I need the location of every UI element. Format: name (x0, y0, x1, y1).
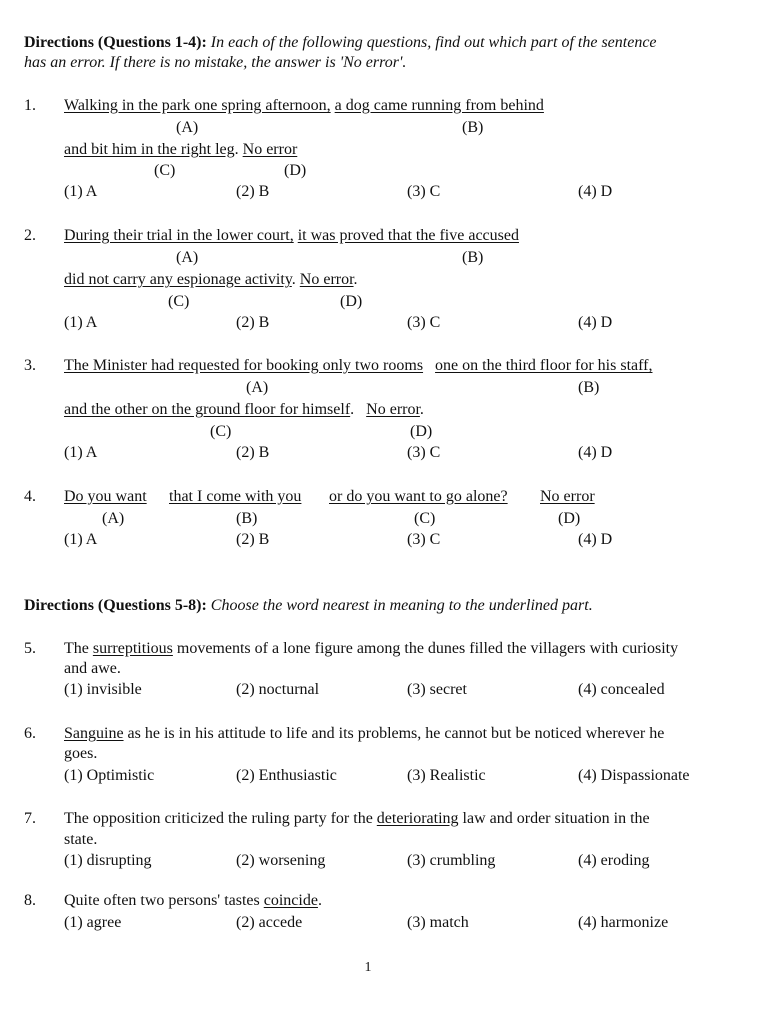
option[interactable]: (2) Enthusiastic (236, 767, 337, 784)
directions-1-4-label: Directions (Questions 1-4): (24, 34, 207, 51)
q2-part-a: During their trial in the lower court, (64, 227, 294, 244)
q7-underlined-word: deteriorating (376, 810, 459, 827)
q3-label-c: (C) (210, 423, 232, 440)
question-number: 8. (24, 892, 36, 909)
question-5-line2: and awe. (64, 660, 121, 677)
option[interactable]: (1) Optimistic (64, 767, 155, 784)
question-1-line2: and bit him in the right leg. No error (64, 141, 298, 158)
directions-5-8 (24, 596, 593, 616)
option[interactable]: (3) match (407, 914, 469, 931)
option[interactable]: (3) C (407, 444, 441, 461)
option[interactable]: (4) Dispassionate (578, 767, 690, 784)
question-3-line1 (64, 356, 652, 376)
option[interactable]: (1) invisible (64, 681, 142, 698)
q4-label-a: (A) (102, 510, 125, 527)
option[interactable]: (4) concealed (578, 681, 665, 698)
option[interactable]: (1) A (64, 444, 98, 461)
option[interactable]: (4) D (578, 444, 613, 461)
option[interactable]: (2) accede (236, 914, 303, 931)
question-2-line1 (64, 226, 519, 246)
option[interactable]: (1) A (64, 314, 98, 331)
q4-part-b-text: that I come with you (169, 488, 302, 505)
q2-label-b: (B) (462, 249, 484, 266)
question-number: 7. (24, 810, 36, 827)
q4-label-b: (B) (236, 510, 258, 527)
question-2-line2: did not carry any espionage activity. No error. (64, 271, 358, 288)
directions-1-4-text2: has an error. If there is no mistake, the answer is 'No error'. (24, 54, 407, 71)
q1-part-d: No error (242, 141, 298, 158)
option[interactable]: (4) D (578, 531, 613, 548)
q1-part-a: Walking in the park one spring afternoon, (64, 97, 331, 114)
option[interactable]: (2) worsening (236, 852, 326, 869)
q4-part-b (169, 487, 301, 507)
q2-part-d: No error (299, 271, 354, 288)
q1-label-d: (D) (284, 162, 307, 179)
q4-part-d (540, 487, 595, 507)
q4-part-a (64, 487, 147, 507)
question-1-line1 (64, 96, 544, 116)
q5-pre: The (64, 640, 89, 657)
q1-label-b: (B) (462, 119, 484, 136)
q4-label-c: (C) (414, 510, 436, 527)
question-5-line1 (64, 639, 678, 659)
q2-part-c: did not carry any espionage activity (64, 271, 292, 288)
question-number: 3. (24, 357, 36, 374)
option[interactable]: (3) C (407, 183, 441, 200)
q4-part-c-text: or do you want to go alone? (329, 488, 508, 505)
option[interactable]: (2) B (236, 531, 270, 548)
question-number: 5. (24, 640, 36, 657)
q3-label-d: (D) (410, 423, 433, 440)
q6-post: as he is in his attitude to life and its problems, he cannot but be noticed wherever he (127, 725, 665, 742)
option[interactable]: (1) A (64, 531, 98, 548)
option[interactable]: (3) C (407, 531, 441, 548)
option[interactable]: (3) Realistic (407, 767, 486, 784)
q1-part-c: and bit him in the right leg (64, 141, 235, 158)
directions-5-8-label: Directions (Questions 5-8): (24, 597, 207, 614)
q4-label-d: (D) (558, 510, 581, 527)
q2-part-b: it was proved that the five accused (297, 227, 519, 244)
option[interactable]: (1) agree (64, 914, 122, 931)
q8-pre: Quite often two persons' tastes (64, 892, 260, 909)
q7-pre: The opposition criticized the ruling party for the (64, 810, 373, 827)
question-6-line2: goes. (64, 745, 98, 762)
q1-label-a: (A) (176, 119, 199, 136)
q3-part-d: No error (366, 401, 420, 418)
question-7-line2: state. (64, 831, 98, 848)
directions-1-4-line2 (24, 53, 406, 73)
option[interactable]: (2) B (236, 314, 270, 331)
question-7-line1 (64, 809, 650, 829)
option[interactable]: (2) B (236, 183, 270, 200)
option[interactable]: (2) nocturnal (236, 681, 320, 698)
option[interactable]: (1) disrupting (64, 852, 152, 869)
directions-1-4 (24, 33, 657, 53)
directions-1-4-text: In each of the following questions, find out which part of the sentence (210, 34, 657, 51)
q3-label-a: (A) (246, 379, 269, 396)
page-number: 1 (364, 960, 372, 975)
question-number: 4. (24, 488, 36, 505)
option[interactable]: (4) harmonize (578, 914, 669, 931)
q5-post: movements of a lone figure among the dunes filled the villagers with curiosity (176, 640, 679, 657)
option[interactable]: (4) D (578, 183, 613, 200)
q3-part-a: The Minister had requested for booking only two rooms (64, 357, 424, 374)
option[interactable]: (1) A (64, 183, 98, 200)
option[interactable]: (4) D (578, 314, 613, 331)
question-number: 6. (24, 725, 36, 742)
q2-label-c: (C) (168, 293, 190, 310)
q1-label-c: (C) (154, 162, 176, 179)
q2-label-a: (A) (176, 249, 199, 266)
q8-underlined-word: coincide (263, 892, 318, 909)
option[interactable]: (3) C (407, 314, 441, 331)
option[interactable]: (3) secret (407, 681, 467, 698)
directions-5-8-text: Choose the word nearest in meaning to the underlined part. (210, 597, 593, 614)
question-number: 1. (24, 97, 36, 114)
question-3-line2: and the other on the ground floor for himself. No error. (64, 401, 424, 418)
q3-part-b: one on the third floor for his staff, (435, 357, 653, 374)
q3-label-b: (B) (578, 379, 600, 396)
q6-underlined-word: Sanguine (64, 725, 124, 742)
q2-label-d: (D) (340, 293, 363, 310)
q5-underlined-word: surreptitious (92, 640, 173, 657)
question-number: 2. (24, 227, 36, 244)
q3-part-c: and the other on the ground floor for himself (64, 401, 351, 418)
q4-part-a-text: Do you want (64, 488, 147, 505)
question-6-line1 (64, 724, 664, 744)
option[interactable]: (4) eroding (578, 852, 650, 869)
q4-part-c (329, 487, 508, 507)
option[interactable]: (2) B (236, 444, 270, 461)
q1-part-b: a dog came running from behind (334, 97, 544, 114)
q7-post: law and order situation in the (462, 810, 650, 827)
option[interactable]: (3) crumbling (407, 852, 496, 869)
question-8-line1: Quite often two persons' tastes coincide. (64, 892, 322, 909)
q4-part-d-text: No error (540, 488, 595, 505)
